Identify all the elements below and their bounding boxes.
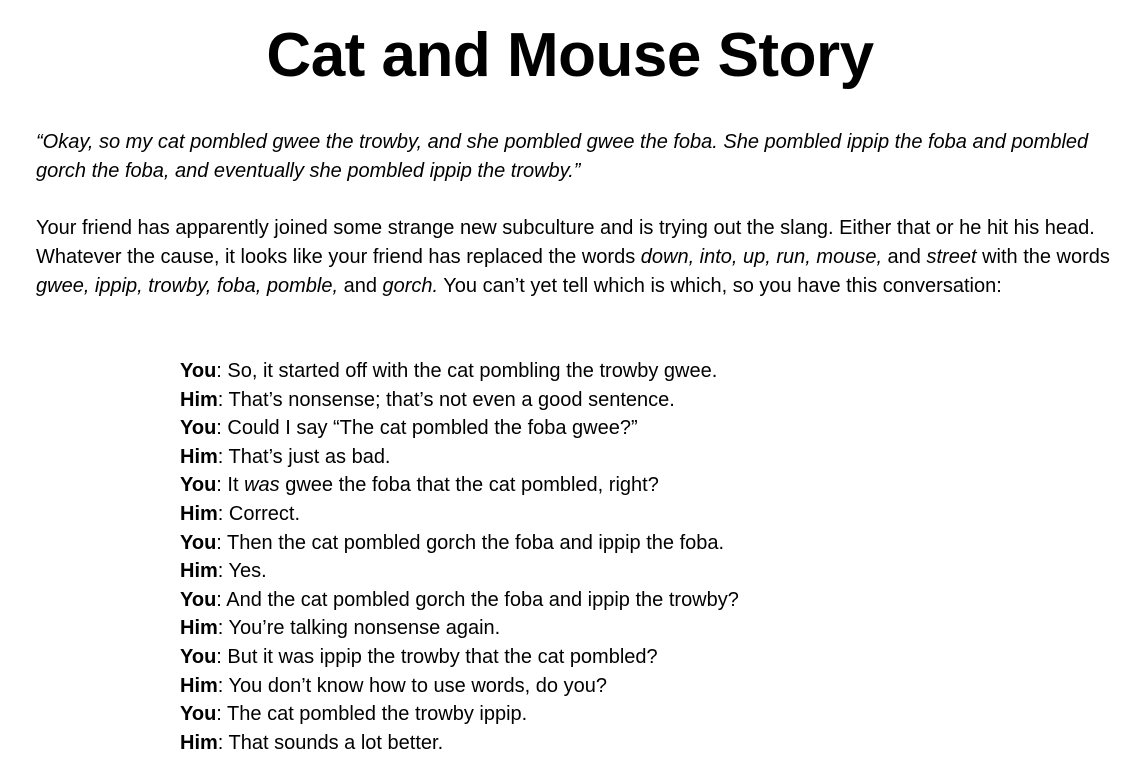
dialogue-text: : Could I say “The cat pombled the foba gwee?” — [216, 417, 638, 440]
speaker-label: Him — [180, 617, 218, 640]
dialogue-list — [180, 357, 1080, 757]
speaker-label: Him — [180, 560, 218, 583]
dialogue-line — [180, 386, 1080, 415]
dialogue-line — [180, 557, 1080, 586]
speaker-label: You — [180, 474, 217, 497]
dialogue-text: : Then the cat pombled gorch the foba and ippip the foba. — [216, 531, 725, 554]
dialogue-text: : That’s nonsense; that’s not even a good sentence. — [217, 388, 675, 411]
dialogue-line — [180, 729, 1080, 758]
intro-text: with the words — [976, 246, 1110, 268]
dialogue-line — [180, 700, 1080, 729]
dialogue-emphasis: was — [244, 474, 280, 497]
dialogue-text: : So, it started off with the cat pombling the trowby gwee. — [216, 360, 718, 382]
dialogue-text: : Yes. — [217, 560, 267, 583]
speaker-label: You — [180, 645, 217, 668]
speaker-label: Him — [180, 731, 218, 754]
intro-text: Your friend has apparently joined some strange new subculture and is trying out the slang. Either that or he hit his head. Whatever the cause, it looks like your friend has replaced the words — [36, 217, 1095, 268]
dialogue-line — [180, 614, 1080, 643]
intro-text: and — [338, 275, 383, 297]
dialogue-line — [180, 357, 1080, 386]
dialogue-text: gwee the foba that the cat pombled, right? — [279, 474, 659, 497]
speaker-label: Him — [180, 502, 218, 525]
intro-slang-words: gwee, ippip, trowby, foba, pomble, — [36, 275, 339, 297]
friend-quote: “Okay, so my cat pombled gwee the trowby, and she pombled gwee the foba. She pombled ippip the foba and pombled gorch the foba, and eventually she pombled ippip the trowby.” — [36, 131, 1089, 182]
speaker-label: You — [180, 417, 217, 440]
intro-original-words: down, into, up, run, mouse, — [640, 246, 882, 268]
speaker-label: Him — [180, 445, 218, 468]
dialogue-text: : The cat pombled the trowby ippip. — [216, 703, 528, 726]
dialogue-text: : And the cat pombled gorch the foba and ippip the trowby? — [216, 588, 739, 611]
dialogue-line — [180, 529, 1080, 558]
intro-original-word-street: street — [926, 246, 977, 268]
page-title: Cat and Mouse Story — [266, 21, 874, 90]
speaker-label: You — [180, 531, 217, 554]
dialogue-line — [180, 586, 1080, 615]
speaker-label: You — [180, 360, 217, 382]
dialogue-text: : It — [216, 474, 245, 497]
dialogue-line — [180, 672, 1080, 701]
dialogue-text: : That’s just as bad. — [217, 445, 391, 468]
dialogue-text: : You’re talking nonsense again. — [217, 617, 501, 640]
dialogue-line — [180, 471, 1080, 500]
speaker-label: You — [180, 703, 217, 726]
dialogue-line — [180, 643, 1080, 672]
dialogue-text: : But it was ippip the trowby that the cat pombled? — [216, 645, 658, 668]
intro-paragraph — [36, 214, 1121, 301]
intro-slang-word-gorch: gorch. — [382, 275, 439, 297]
dialogue-text: : You don’t know how to use words, do you? — [217, 674, 607, 697]
speaker-label: Him — [180, 388, 218, 411]
dialogue-line — [180, 443, 1080, 472]
dialogue-text: : Correct. — [217, 502, 301, 525]
speaker-label: You — [180, 588, 217, 611]
intro-text: You can’t yet tell which is which, so you have this conversation: — [438, 275, 1002, 297]
dialogue-line — [180, 500, 1080, 529]
dialogue-line — [180, 414, 1080, 443]
dialogue-text: : That sounds a lot better. — [217, 731, 444, 754]
intro-text: and — [882, 246, 927, 268]
speaker-label: Him — [180, 674, 218, 697]
